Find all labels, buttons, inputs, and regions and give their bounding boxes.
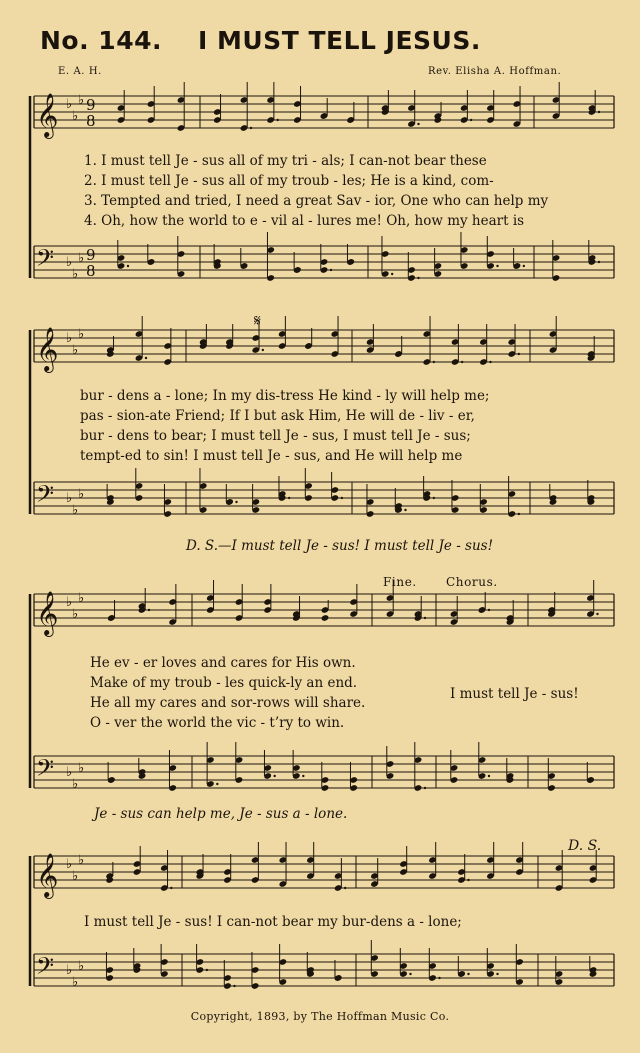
time-signature: 8	[86, 262, 96, 280]
bass-4-dot	[438, 977, 440, 979]
ds-mark: D. S.	[568, 838, 602, 854]
time-signature: 8	[86, 112, 96, 130]
key-flat: ♭	[72, 975, 79, 990]
key-flat: ♭	[72, 869, 79, 884]
segno-sign: 𝄋	[254, 311, 261, 330]
time-signature: 9	[86, 246, 96, 264]
bass-2-dot	[341, 497, 343, 499]
bass-3-dot	[424, 787, 426, 789]
key-flat: ♭	[72, 267, 79, 282]
time-signature: 9	[86, 96, 96, 114]
verse-3-line-a: 3. Tempted and tried, I need a great Sav - ior, One who can help my	[84, 193, 549, 209]
bass-3-dot	[216, 783, 218, 785]
treble-2-dot	[433, 361, 435, 363]
verse-2-line-c: Make of my troub - les quick-ly an end.	[90, 675, 358, 691]
bass-4-dot	[467, 973, 469, 975]
treble-1-dot	[598, 111, 600, 113]
bass-1-dot	[598, 261, 600, 263]
bass-lyric: Je - sus can help me, Je - sus a - lone.	[94, 806, 348, 822]
treble-3-dot	[148, 609, 150, 611]
verse-3-line-c: He all my cares and sor-rows will share.	[90, 695, 366, 711]
treble-clef: 𝄞	[36, 591, 59, 635]
key-flat: ♭	[78, 591, 85, 606]
bass-2-dot	[433, 497, 435, 499]
key-flat: ♭	[72, 607, 79, 622]
treble-2-dot	[262, 349, 264, 351]
bass-clef: 𝄢	[36, 480, 55, 513]
treble-2-dot	[518, 353, 520, 355]
bass-1-dot	[496, 265, 498, 267]
treble-3-dot	[488, 609, 490, 611]
treble-clef: 𝄞	[36, 327, 59, 371]
bass-2-dot	[235, 501, 237, 503]
verse-4-line-c: O - ver the world the vic - t’ry to win.	[90, 715, 345, 731]
verse-4-line-a: 4. Oh, how the world to e - vil al - lures me! Oh, how my heart is	[84, 213, 525, 229]
key-flat: ♭	[72, 503, 79, 518]
key-flat: ♭	[78, 761, 85, 776]
treble-4-dot	[467, 879, 469, 881]
bass-4-dot	[233, 985, 235, 987]
lyricist-credit: E. A. H.	[58, 66, 102, 77]
treble-3-note	[321, 614, 330, 622]
fine-mark: Fine.	[383, 575, 417, 589]
hymn-title: I MUST TELL JESUS.	[198, 26, 481, 55]
bass-1-dot	[523, 265, 525, 267]
key-flat: ♭	[66, 595, 73, 610]
key-flat: ♭	[66, 491, 73, 506]
key-flat: ♭	[66, 255, 73, 270]
key-flat: ♭	[78, 93, 85, 108]
bass-clef: 𝄢	[36, 244, 55, 277]
bass-clef: 𝄢	[36, 754, 55, 787]
key-flat: ♭	[72, 109, 79, 124]
bass-clef: 𝄢	[36, 952, 55, 985]
treble-3-dot	[424, 617, 426, 619]
bass-3-dot	[488, 775, 490, 777]
treble-3-dot	[596, 613, 598, 615]
bass-1-dot	[391, 273, 393, 275]
key-flat: ♭	[72, 343, 79, 358]
key-flat: ♭	[78, 487, 85, 502]
verse-3-line-b: bur - dens to bear; I must tell Je - sus, I must tell Je - sus;	[80, 428, 471, 444]
bass-2-dot	[518, 513, 520, 515]
treble-2-dot	[461, 361, 463, 363]
verse-1-line-a: 1. I must tell Je - sus all of my tri - als; I can-not bear these	[84, 153, 487, 169]
bass-1-dot	[127, 265, 129, 267]
treble-1-dot	[276, 119, 278, 121]
verse-2-line-a: 2. I must tell Je - sus all of my troub - les; He is a kind, com-	[84, 173, 494, 189]
treble-4-dot	[344, 887, 346, 889]
key-flat: ♭	[66, 963, 73, 978]
bass-1-dot	[330, 269, 332, 271]
hymn-number: No. 144.	[40, 26, 162, 55]
key-flat: ♭	[78, 327, 85, 342]
dal-segno-line: D. S.—I must tell Je - sus! I must tell Je - sus!	[186, 538, 494, 554]
key-flat: ♭	[66, 331, 73, 346]
key-flat: ♭	[72, 777, 79, 792]
bass-3-dot	[302, 775, 304, 777]
key-flat: ♭	[66, 765, 73, 780]
treble-2-dot	[489, 361, 491, 363]
bass-1-dot	[417, 277, 419, 279]
verse-4-line-b: tempt-ed to sin! I must tell Je - sus, and He will help me	[80, 448, 463, 464]
copyright-notice: Copyright, 1893, by The Hoffman Music Co.	[190, 1010, 450, 1023]
key-flat: ♭	[66, 97, 73, 112]
treble-1-dot	[250, 127, 252, 129]
composer-credit: Rev. Elisha A. Hoffman.	[428, 66, 562, 77]
bass-2-dot	[404, 509, 406, 511]
key-flat: ♭	[78, 251, 85, 266]
treble-clef: 𝄞	[36, 853, 59, 897]
bass-4-dot	[409, 973, 411, 975]
bass-4-dot	[206, 969, 208, 971]
verse-2-line-b: pas - sion-ate Friend; If I but ask Him, He will de - liv - er,	[80, 408, 475, 424]
treble-2-dot	[145, 357, 147, 359]
treble-1-dot	[470, 119, 472, 121]
verse-1-line-b: bur - dens a - lone; In my dis-tress He kind - ly will help me;	[80, 388, 490, 404]
chorus-mark: Chorus.	[446, 575, 498, 589]
treble-1-dot	[417, 123, 419, 125]
bass-4-dot	[496, 973, 498, 975]
bass-2-dot	[288, 497, 290, 499]
key-flat: ♭	[78, 959, 85, 974]
key-flat: ♭	[78, 853, 85, 868]
verse-1-line-c: He ev - er loves and cares for His own.	[90, 655, 356, 671]
treble-clef: 𝄞	[36, 93, 59, 137]
key-flat: ♭	[66, 857, 73, 872]
treble-4-dot	[170, 887, 172, 889]
bass-3-dot	[273, 775, 275, 777]
chorus-lyric: I must tell Je - sus! I can-not bear my bur-dens a - lone;	[84, 914, 462, 930]
chorus-refrain: I must tell Je - sus!	[450, 686, 579, 702]
